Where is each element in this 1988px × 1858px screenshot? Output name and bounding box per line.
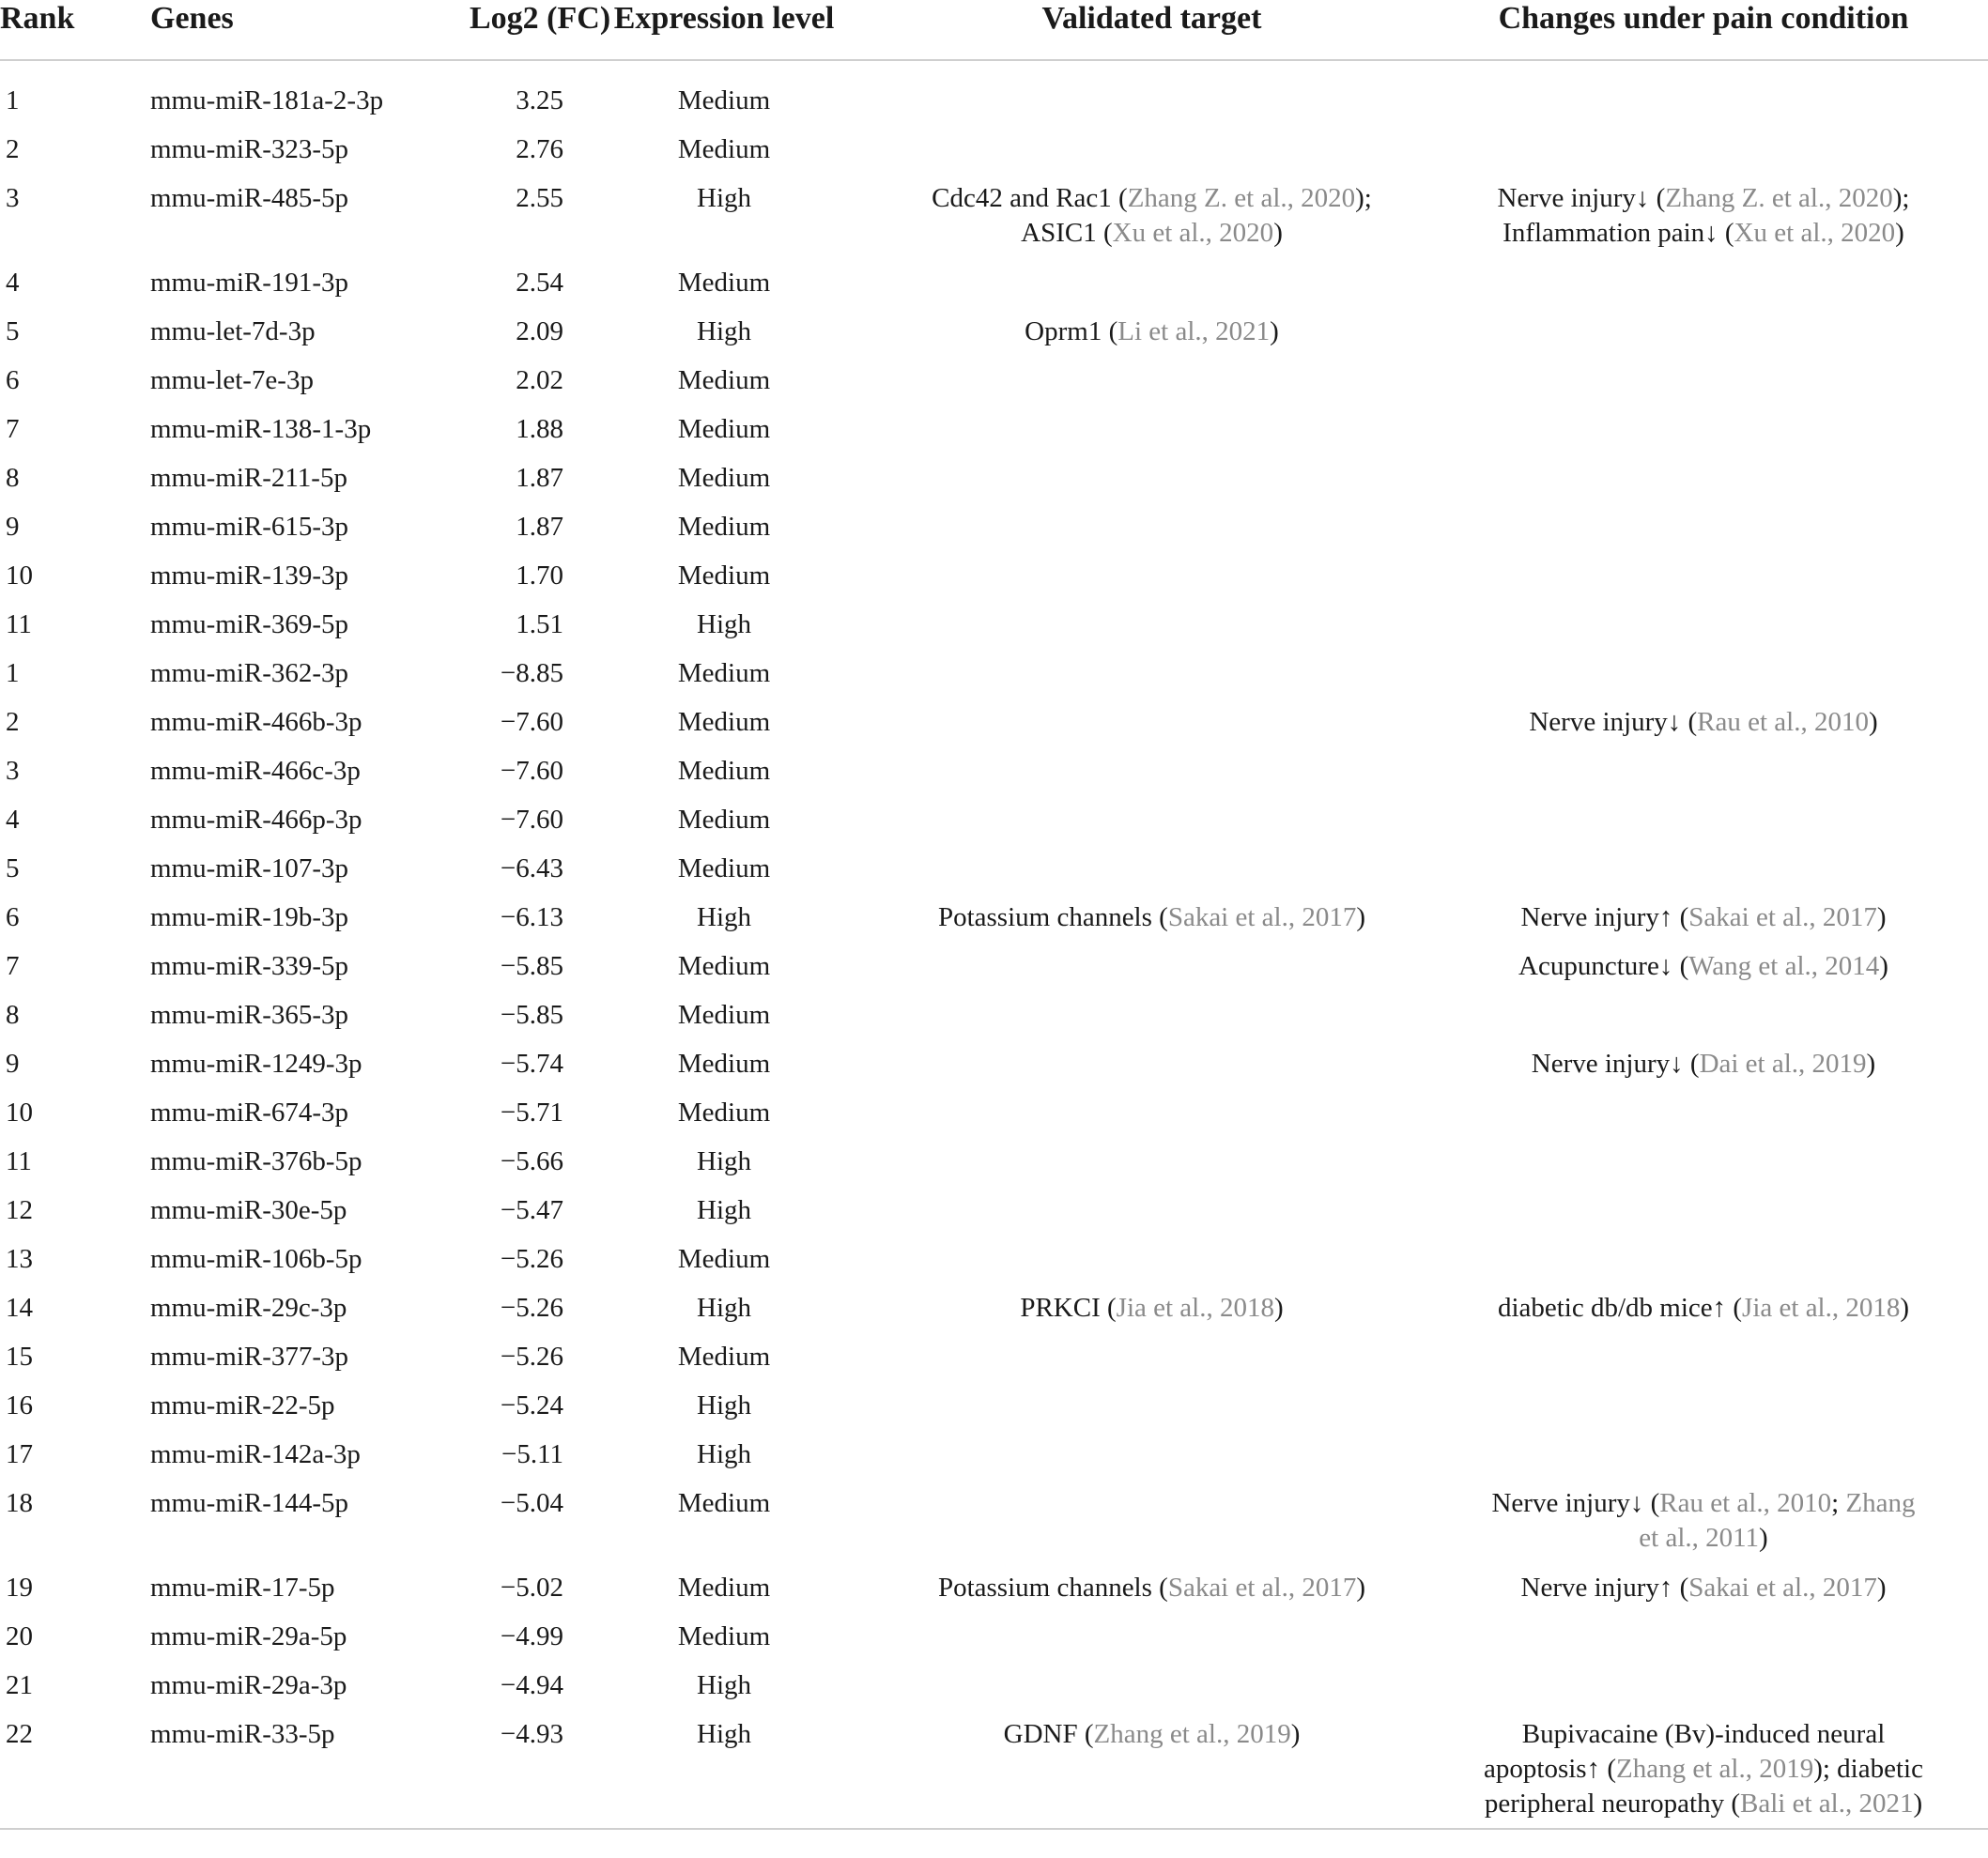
- table-row: [0, 1486, 1988, 1571]
- rank-cell: 9: [6, 1049, 20, 1079]
- log2fc-cell: 1.87: [516, 463, 563, 493]
- validated-target-cell: [885, 60, 1419, 132]
- table-row: [0, 656, 1988, 705]
- rank-cell: 7: [6, 414, 20, 444]
- log2fc-cell: 1.87: [516, 512, 563, 542]
- validated-target-cell: [885, 1668, 1419, 1717]
- gene-cell: mmu-miR-365-3p: [150, 1000, 349, 1030]
- expression-cell: High: [697, 183, 751, 213]
- expression-cell: Medium: [677, 414, 771, 444]
- gene-cell: mmu-miR-466c-3p: [150, 756, 361, 786]
- validated-target-cell: [885, 1144, 1419, 1193]
- rank-cell: 1: [6, 85, 20, 115]
- expression-cell: Medium: [677, 1049, 771, 1079]
- expression-cell: Medium: [677, 658, 771, 688]
- cell-text: ): [1913, 1789, 1923, 1819]
- gene-cell: mmu-miR-33-5p: [150, 1717, 470, 1829]
- rank-cell: 8: [6, 463, 20, 493]
- cell-text: Nerve injury↓ (: [1491, 1488, 1660, 1518]
- expression-cell: High: [697, 902, 751, 932]
- log2fc-cell: −5.02: [500, 1573, 563, 1603]
- cell-text: ): [1273, 1293, 1284, 1323]
- pain-change-cell: [1419, 705, 1988, 754]
- rank-cell: 8: [6, 1000, 20, 1030]
- gene-cell: mmu-miR-369-5p: [150, 609, 349, 639]
- log2fc-cell: −5.71: [500, 1098, 563, 1128]
- table-row: [0, 1291, 1988, 1340]
- pain-change-cell: [1419, 1144, 1988, 1193]
- pain-change-cell: [1419, 1571, 1988, 1620]
- citation-link: Li et al., 2021: [1117, 316, 1271, 346]
- table-row: [0, 852, 1988, 900]
- header-log2fc: Log2 (FC): [470, 0, 563, 60]
- citation-link: Sakai et al., 2017: [1167, 1573, 1357, 1603]
- table-row: [0, 315, 1988, 363]
- validated-target-cell: [885, 998, 1419, 1047]
- pain-change-cell: [1419, 412, 1988, 461]
- expression-cell: Medium: [677, 805, 771, 835]
- rank-cell: 12: [6, 1195, 33, 1225]
- gene-cell: mmu-miR-139-3p: [150, 560, 349, 591]
- gene-cell: mmu-miR-181a-2-3p: [150, 85, 384, 115]
- citation-link: Sakai et al., 2017: [1688, 1573, 1877, 1603]
- gene-cell: mmu-miR-1249-3p: [150, 1049, 362, 1079]
- cell-text: Potassium channels (: [937, 902, 1168, 932]
- log2fc-cell: 2.09: [516, 316, 563, 346]
- rank-cell: 4: [6, 805, 20, 835]
- citation-link: Wang et al., 2014: [1688, 951, 1880, 981]
- table-row: [0, 1340, 1988, 1389]
- cell-text: Oprm1 (: [1025, 316, 1118, 346]
- gene-cell: mmu-miR-466b-3p: [150, 707, 362, 737]
- validated-target-cell: [885, 900, 1419, 949]
- header-rank: Rank: [0, 0, 150, 60]
- cell-text: diabetic db/db mice↑ (: [1497, 1293, 1743, 1323]
- expression-cell: High: [697, 609, 751, 639]
- gene-cell: mmu-miR-211-5p: [150, 463, 347, 493]
- pain-change-cell: [1419, 60, 1988, 132]
- citation-link: Jia et al., 2018: [1742, 1293, 1901, 1323]
- expression-cell: Medium: [677, 951, 771, 981]
- expression-cell: Medium: [677, 1342, 771, 1372]
- cell-text: ): [1866, 1049, 1876, 1079]
- pain-change-cell: [1419, 607, 1988, 656]
- citation-link: Jia et al., 2018: [1116, 1293, 1274, 1323]
- pain-change-cell: [1419, 1389, 1988, 1437]
- rank-cell: 6: [6, 902, 20, 932]
- gene-cell: mmu-miR-323-5p: [150, 134, 349, 164]
- table-row: [0, 803, 1988, 852]
- validated-target-cell: [885, 1389, 1419, 1437]
- citation-link: Bali et al., 2021: [1740, 1789, 1914, 1819]
- gene-cell: mmu-miR-377-3p: [150, 1342, 349, 1372]
- expression-cell: Medium: [677, 1098, 771, 1128]
- log2fc-cell: −4.93: [470, 1717, 563, 1829]
- rank-cell: 2: [6, 707, 20, 737]
- table-row: [0, 132, 1988, 181]
- citation-link: Sakai et al., 2017: [1688, 902, 1877, 932]
- gene-cell: mmu-let-7d-3p: [150, 316, 316, 346]
- table-row: [0, 559, 1988, 607]
- table-row: [0, 1668, 1988, 1717]
- cell-text: Nerve injury↓ (: [1529, 707, 1698, 737]
- table-row: [0, 60, 1988, 132]
- pain-change-cell: [1419, 1193, 1988, 1242]
- log2fc-cell: −5.24: [500, 1390, 563, 1420]
- log2fc-cell: −4.99: [500, 1621, 563, 1651]
- expression-cell: Medium: [677, 560, 771, 591]
- log2fc-cell: 3.25: [516, 85, 563, 115]
- gene-cell: mmu-miR-17-5p: [150, 1573, 335, 1603]
- pain-change-cell: [1419, 1486, 1988, 1571]
- rank-cell: 2: [6, 134, 20, 164]
- expression-cell: High: [697, 1439, 751, 1469]
- table-row: [0, 1144, 1988, 1193]
- pain-change-cell: [1419, 1437, 1988, 1486]
- gene-cell: mmu-miR-106b-5p: [150, 1244, 362, 1274]
- table-row: [0, 607, 1988, 656]
- log2fc-cell: −5.04: [500, 1488, 563, 1518]
- gene-cell: mmu-miR-138-1-3p: [150, 414, 372, 444]
- gene-cell: mmu-miR-674-3p: [150, 1098, 349, 1128]
- rank-cell: 4: [6, 268, 20, 298]
- validated-target-cell: [885, 1620, 1419, 1668]
- validated-target-cell: [885, 132, 1419, 181]
- citation-link: Zhang et al., 2019: [1616, 1754, 1814, 1784]
- rank-cell: 11: [6, 609, 32, 639]
- expression-cell: Medium: [677, 1573, 771, 1603]
- validated-target-cell: [885, 1437, 1419, 1486]
- citation-link: Dai et al., 2019: [1699, 1049, 1867, 1079]
- gene-cell: mmu-miR-376b-5p: [150, 1146, 362, 1176]
- validated-target-cell: [885, 363, 1419, 412]
- cell-text: ): [1356, 1573, 1366, 1603]
- cell-text: apoptosis↑ (: [1484, 1754, 1616, 1784]
- cell-text: Potassium channels (: [937, 1573, 1168, 1603]
- cell-text: ): [1356, 902, 1366, 932]
- log2fc-cell: 2.02: [516, 365, 563, 395]
- validated-target-cell: [885, 1340, 1419, 1389]
- pain-change-cell: [1419, 510, 1988, 559]
- validated-target-cell: [885, 949, 1419, 998]
- pain-change-cell: [1419, 656, 1988, 705]
- pain-change-cell: [1419, 1291, 1988, 1340]
- pain-change-cell: [1419, 1668, 1988, 1717]
- log2fc-cell: −5.47: [500, 1195, 563, 1225]
- log2fc-cell: 2.55: [516, 183, 563, 213]
- log2fc-cell: −6.13: [500, 902, 563, 932]
- validated-target-cell: [885, 1571, 1419, 1620]
- table-row: [0, 412, 1988, 461]
- table-row: [0, 1242, 1988, 1291]
- pain-change-cell: [1419, 949, 1988, 998]
- validated-target-cell: [885, 1486, 1419, 1571]
- cell-text: );: [1892, 183, 1910, 213]
- gene-cell: mmu-miR-191-3p: [150, 268, 349, 298]
- gene-cell: mmu-miR-107-3p: [150, 853, 349, 883]
- cell-text: ): [1759, 1523, 1768, 1553]
- citation-link: Zhang Z. et al., 2020: [1127, 183, 1356, 213]
- pain-change-cell: [1419, 266, 1988, 315]
- expression-cell: High: [697, 1293, 751, 1323]
- validated-target-cell: [885, 1291, 1419, 1340]
- log2fc-cell: −5.66: [500, 1146, 563, 1176]
- citation-link: Rau et al., 2010: [1697, 707, 1869, 737]
- gene-cell: mmu-miR-19b-3p: [150, 902, 349, 932]
- citation-link: et al., 2011: [1639, 1523, 1760, 1553]
- header-genes: Genes: [150, 0, 470, 60]
- cell-text: Acupuncture↓ (: [1518, 951, 1689, 981]
- pain-change-cell: [1419, 1096, 1988, 1144]
- header-expression-level: Expression level: [563, 0, 885, 60]
- table-row: [0, 998, 1988, 1047]
- table-row: [0, 1620, 1988, 1668]
- validated-target-cell: [885, 181, 1419, 266]
- expression-cell: High: [697, 1670, 751, 1700]
- expression-cell: Medium: [677, 134, 771, 164]
- pain-change-cell: [1419, 461, 1988, 510]
- cell-text: ): [1876, 1573, 1887, 1603]
- cell-text: ;: [1831, 1488, 1846, 1518]
- pain-change-cell: [1419, 1047, 1988, 1096]
- cell-text: ): [1868, 707, 1878, 737]
- log2fc-cell: −5.26: [500, 1342, 563, 1372]
- rank-cell: 5: [6, 316, 20, 346]
- rank-cell: 1: [6, 658, 20, 688]
- rank-cell: 16: [6, 1390, 33, 1420]
- expression-cell: Medium: [677, 853, 771, 883]
- table-row: [0, 1389, 1988, 1437]
- expression-cell: High: [697, 316, 751, 346]
- rank-cell: 7: [6, 951, 20, 981]
- gene-cell: mmu-let-7e-3p: [150, 365, 314, 395]
- gene-cell: mmu-miR-29c-3p: [150, 1293, 347, 1323]
- table-row: [0, 1193, 1988, 1242]
- validated-target-cell: [885, 705, 1419, 754]
- pain-change-cell: [1419, 998, 1988, 1047]
- cell-text: Nerve injury↓ (: [1497, 183, 1666, 213]
- table-row: [0, 754, 1988, 803]
- header-row: [0, 0, 1988, 60]
- expression-cell: Medium: [677, 268, 771, 298]
- cell-text: ): [1900, 1293, 1910, 1323]
- rank-cell: 10: [6, 1098, 33, 1128]
- validated-target-cell: [885, 1242, 1419, 1291]
- cell-text: Nerve injury↑ (: [1520, 1573, 1689, 1603]
- log2fc-cell: −6.43: [500, 853, 563, 883]
- rank-cell: 21: [6, 1670, 33, 1700]
- pain-change-cell: [1419, 559, 1988, 607]
- pain-change-cell: [1419, 1620, 1988, 1668]
- log2fc-cell: −8.85: [500, 658, 563, 688]
- pain-change-cell: [1419, 803, 1988, 852]
- pain-change-cell: [1419, 1717, 1988, 1829]
- gene-cell: mmu-miR-485-5p: [150, 183, 349, 213]
- rank-cell: 6: [6, 365, 20, 395]
- header-changes-under-pain: Changes under pain condition: [1419, 0, 1988, 60]
- pain-change-cell: [1419, 754, 1988, 803]
- table-row: [0, 1047, 1988, 1096]
- validated-target-cell: [885, 1096, 1419, 1144]
- rank-cell: 9: [6, 512, 20, 542]
- validated-target-cell: [885, 412, 1419, 461]
- log2fc-cell: −5.26: [500, 1244, 563, 1274]
- citation-link: Xu et al., 2020: [1112, 218, 1274, 248]
- validated-target-cell: [885, 315, 1419, 363]
- table-row: [0, 1571, 1988, 1620]
- table-row: [0, 949, 1988, 998]
- expression-cell: Medium: [677, 1488, 771, 1518]
- expression-cell: Medium: [677, 707, 771, 737]
- expression-cell: High: [563, 1717, 885, 1829]
- cell-text: );: [1355, 183, 1372, 213]
- validated-target-cell: [885, 1717, 1419, 1829]
- rank-cell: 20: [6, 1621, 33, 1651]
- gene-cell: mmu-miR-339-5p: [150, 951, 349, 981]
- gene-cell: mmu-miR-30e-5p: [150, 1195, 347, 1225]
- expression-cell: High: [697, 1390, 751, 1420]
- cell-text: Cdc42 and Rac1 (: [932, 183, 1128, 213]
- expression-cell: Medium: [677, 1000, 771, 1030]
- validated-target-cell: [885, 461, 1419, 510]
- log2fc-cell: 1.51: [516, 609, 563, 639]
- pain-change-cell: [1419, 900, 1988, 949]
- expression-cell: Medium: [677, 463, 771, 493]
- cell-text: ASIC1 (: [1021, 218, 1113, 248]
- gene-cell: mmu-miR-29a-5p: [150, 1621, 347, 1651]
- gene-cell: mmu-miR-142a-3p: [150, 1439, 361, 1469]
- log2fc-cell: −4.94: [500, 1670, 563, 1700]
- gene-cell: mmu-miR-144-5p: [150, 1488, 349, 1518]
- table-row: [0, 510, 1988, 559]
- table-row: [0, 363, 1988, 412]
- validated-target-cell: [885, 754, 1419, 803]
- validated-target-cell: [885, 803, 1419, 852]
- validated-target-cell: [885, 852, 1419, 900]
- gene-cell: mmu-miR-22-5p: [150, 1390, 335, 1420]
- table-row: [0, 1096, 1988, 1144]
- pain-change-cell: [1419, 1340, 1988, 1389]
- table-row: [0, 266, 1988, 315]
- gene-cell: mmu-miR-29a-3p: [150, 1670, 347, 1700]
- cell-text: ): [1879, 951, 1888, 981]
- expression-cell: High: [697, 1195, 751, 1225]
- rank-cell: 14: [6, 1293, 33, 1323]
- rank-cell: 13: [6, 1244, 33, 1274]
- citation-link: Rau et al., 2010: [1659, 1488, 1832, 1518]
- cell-text: ): [1273, 218, 1283, 248]
- cell-text: ): [1895, 218, 1904, 248]
- rank-cell: 18: [6, 1488, 33, 1518]
- gene-cell: mmu-miR-466p-3p: [150, 805, 362, 835]
- log2fc-cell: −5.26: [500, 1293, 563, 1323]
- log2fc-cell: −7.60: [500, 756, 563, 786]
- table-body: [0, 60, 1988, 1829]
- table-row: [0, 461, 1988, 510]
- cell-text: Inflammation pain↓ (: [1503, 218, 1734, 248]
- rank-cell: 3: [6, 756, 20, 786]
- rank-cell: 15: [6, 1342, 33, 1372]
- expression-cell: Medium: [677, 1621, 771, 1651]
- rank-cell: 17: [6, 1439, 33, 1469]
- gene-cell: mmu-miR-362-3p: [150, 658, 349, 688]
- validated-target-cell: [885, 266, 1419, 315]
- table-row: [0, 1437, 1988, 1486]
- log2fc-cell: 1.88: [516, 414, 563, 444]
- rank-cell: 11: [6, 1146, 32, 1176]
- gene-cell: mmu-miR-615-3p: [150, 512, 349, 542]
- expression-cell: Medium: [677, 1244, 771, 1274]
- cell-text: GDNF (: [1003, 1719, 1094, 1749]
- citation-link: Zhang: [1845, 1488, 1916, 1518]
- expression-cell: Medium: [677, 756, 771, 786]
- table-row: [0, 181, 1988, 266]
- cell-text: ): [1270, 316, 1279, 346]
- pain-change-cell: [1419, 852, 1988, 900]
- table-row: [0, 705, 1988, 754]
- validated-target-cell: [885, 1047, 1419, 1096]
- rank-cell: 19: [6, 1573, 33, 1603]
- cell-text: Nerve injury↓ (: [1531, 1049, 1700, 1079]
- pain-change-cell: [1419, 132, 1988, 181]
- cell-text: PRKCI (: [1020, 1293, 1117, 1323]
- log2fc-cell: −5.85: [500, 1000, 563, 1030]
- log2fc-cell: 1.70: [516, 560, 563, 591]
- log2fc-cell: 2.54: [516, 268, 563, 298]
- cell-text: ): [1876, 902, 1887, 932]
- cell-text: ): [1290, 1719, 1301, 1749]
- cell-text: ); diabetic: [1813, 1754, 1923, 1784]
- citation-link: Zhang et al., 2019: [1093, 1719, 1291, 1749]
- validated-target-cell: [885, 1193, 1419, 1242]
- rank-cell: 10: [6, 560, 33, 591]
- cell-text: Nerve injury↑ (: [1520, 902, 1689, 932]
- log2fc-cell: −5.11: [501, 1439, 563, 1469]
- pain-change-cell: [1419, 363, 1988, 412]
- validated-target-cell: [885, 656, 1419, 705]
- rank-cell: 5: [6, 853, 20, 883]
- validated-target-cell: [885, 559, 1419, 607]
- pain-change-cell: [1419, 1242, 1988, 1291]
- rank-cell: 3: [6, 183, 20, 213]
- expression-cell: Medium: [677, 85, 771, 115]
- log2fc-cell: −5.85: [500, 951, 563, 981]
- expression-cell: High: [697, 1146, 751, 1176]
- expression-cell: Medium: [677, 365, 771, 395]
- citation-link: Zhang Z. et al., 2020: [1665, 183, 1893, 213]
- rank-cell: 22: [0, 1717, 150, 1829]
- expression-cell: Medium: [677, 512, 771, 542]
- pain-change-cell: [1419, 315, 1988, 363]
- log2fc-cell: −7.60: [500, 805, 563, 835]
- validated-target-cell: [885, 510, 1419, 559]
- table-row: [0, 900, 1988, 949]
- pain-change-cell: [1419, 181, 1988, 266]
- log2fc-cell: 2.76: [516, 134, 563, 164]
- log2fc-cell: −7.60: [500, 707, 563, 737]
- log2fc-cell: −5.74: [500, 1049, 563, 1079]
- cell-text: Bupivacaine (Bv)-induced neural: [1521, 1719, 1886, 1749]
- cell-text: peripheral neuropathy (: [1484, 1789, 1741, 1819]
- citation-link: Sakai et al., 2017: [1167, 902, 1357, 932]
- validated-target-cell: [885, 607, 1419, 656]
- table-row: [0, 1717, 1988, 1829]
- header-validated-target: Validated target: [885, 0, 1419, 60]
- citation-link: Xu et al., 2020: [1734, 218, 1896, 248]
